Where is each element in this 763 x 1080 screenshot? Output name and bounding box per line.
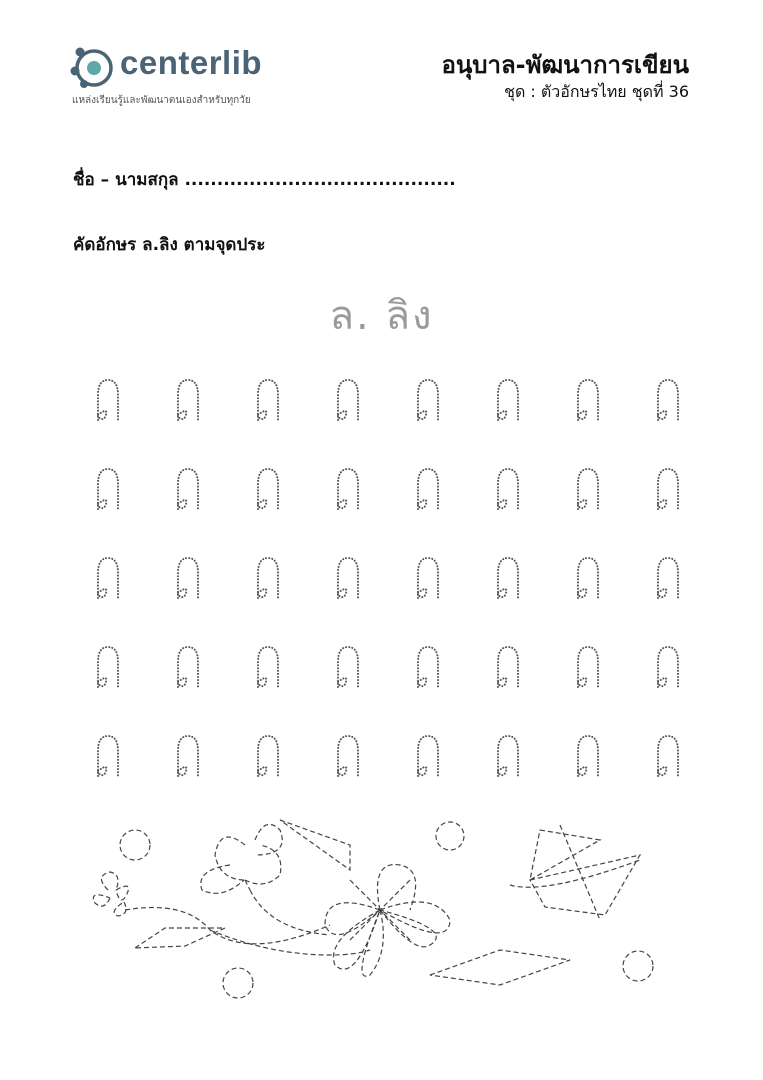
trace-letter-cell — [148, 375, 228, 464]
trace-letter-cell — [628, 642, 708, 731]
trace-letter-cell — [468, 731, 548, 820]
trace-letter-cell — [308, 375, 388, 464]
trace-letter-cell — [148, 731, 228, 820]
trace-grid — [68, 375, 708, 795]
trace-letter-cell — [68, 731, 148, 820]
trace-letter-cell — [628, 464, 708, 553]
trace-letter-cell — [388, 464, 468, 553]
dotted-letter-icon — [168, 642, 208, 692]
trace-letter-cell — [228, 731, 308, 820]
logo-tagline: แหล่งเรียนรู้และพัฒนาตนเองสำหรับทุกวัย — [72, 95, 251, 106]
name-field-line: ชื่อ – นามสกุล .......................................... — [73, 170, 456, 190]
dotted-letter-icon — [168, 731, 208, 781]
dotted-letter-icon — [248, 464, 288, 514]
trace-letter-cell — [228, 375, 308, 464]
trace-letter-cell — [308, 553, 388, 642]
trace-letter-cell — [148, 642, 228, 731]
trace-letter-cell — [468, 464, 548, 553]
trace-letter-cell — [468, 375, 548, 464]
dotted-letter-icon — [168, 464, 208, 514]
trace-letter-cell — [548, 553, 628, 642]
dotted-letter-icon — [488, 464, 528, 514]
dotted-letter-icon — [248, 642, 288, 692]
trace-letter-cell — [548, 375, 628, 464]
dotted-letter-icon — [648, 731, 688, 781]
dotted-letter-icon — [648, 464, 688, 514]
dotted-letter-icon — [568, 642, 608, 692]
trace-letter-cell — [228, 464, 308, 553]
dotted-letter-icon — [328, 642, 368, 692]
dotted-letter-icon — [88, 553, 128, 603]
trace-letter-cell — [228, 642, 308, 731]
dotted-letter-icon — [168, 553, 208, 603]
dotted-letter-icon — [568, 464, 608, 514]
trace-letter-cell — [468, 642, 548, 731]
trace-letter-cell — [68, 464, 148, 553]
instruction-text: คัดอักษร ล.ลิง ตามจุดประ — [73, 235, 266, 255]
trace-letter-cell — [548, 464, 628, 553]
trace-letter-cell — [548, 731, 628, 820]
demo-word: ล. ลิง — [329, 293, 434, 339]
dotted-letter-icon — [328, 464, 368, 514]
trace-letter-cell — [68, 553, 148, 642]
dotted-letter-icon — [488, 553, 528, 603]
dotted-letter-icon — [328, 731, 368, 781]
trace-letter-cell — [68, 375, 148, 464]
trace-letter-cell — [228, 553, 308, 642]
logo-wordmark: centerlib — [120, 44, 263, 81]
dotted-letter-icon — [488, 731, 528, 781]
trace-letter-cell — [148, 464, 228, 553]
trace-letter-cell — [68, 642, 148, 731]
trace-letter-cell — [308, 464, 388, 553]
trace-letter-cell — [308, 642, 388, 731]
trace-letter-cell — [548, 642, 628, 731]
dotted-letter-icon — [168, 375, 208, 425]
dotted-letter-icon — [88, 375, 128, 425]
trace-letter-cell — [308, 731, 388, 820]
dotted-letter-icon — [568, 731, 608, 781]
dotted-letter-icon — [408, 731, 448, 781]
trace-letter-cell — [148, 553, 228, 642]
dotted-letter-icon — [648, 553, 688, 603]
dotted-letter-icon — [408, 464, 448, 514]
centerlib-logo — [70, 42, 300, 112]
dotted-letter-icon — [328, 553, 368, 603]
dotted-letter-icon — [248, 553, 288, 603]
dotted-letter-icon — [328, 375, 368, 425]
flower-kite-tracing-drawing — [80, 810, 680, 1030]
page-title: อนุบาล-พัฒนาการเขียน — [441, 51, 689, 79]
page-subtitle: ชุด : ตัวอักษรไทย ชุดที่ 36 — [504, 82, 689, 101]
trace-letter-cell — [628, 553, 708, 642]
dotted-letter-icon — [408, 642, 448, 692]
logo-mark-icon — [70, 44, 118, 88]
dotted-letter-icon — [488, 375, 528, 425]
dotted-letter-icon — [88, 731, 128, 781]
trace-letter-cell — [628, 731, 708, 820]
trace-letter-cell — [388, 731, 468, 820]
dotted-letter-icon — [648, 375, 688, 425]
dotted-letter-icon — [568, 375, 608, 425]
dotted-letter-icon — [648, 642, 688, 692]
dotted-letter-icon — [248, 731, 288, 781]
dotted-letter-icon — [568, 553, 608, 603]
trace-letter-cell — [628, 375, 708, 464]
title-block — [441, 48, 689, 102]
dotted-letter-icon — [248, 375, 288, 425]
trace-letter-cell — [388, 642, 468, 731]
dotted-letter-icon — [88, 464, 128, 514]
dotted-letter-icon — [88, 642, 128, 692]
dotted-letter-icon — [488, 642, 528, 692]
dotted-letter-icon — [408, 375, 448, 425]
dotted-letter-icon — [408, 553, 448, 603]
trace-letter-cell — [388, 553, 468, 642]
trace-letter-cell — [388, 375, 468, 464]
trace-letter-cell — [468, 553, 548, 642]
